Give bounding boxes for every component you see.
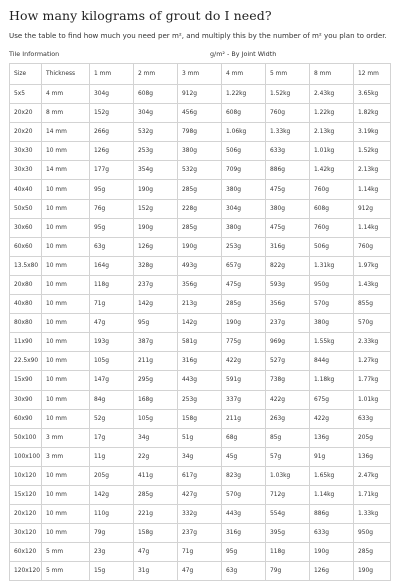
grout-table: [9, 63, 391, 581]
grout-amount-cell: 57g: [266, 447, 310, 466]
grout-amount-cell: 475g: [222, 275, 266, 294]
grout-amount-cell: 152g: [134, 199, 178, 218]
grout-amount-cell: 316g: [222, 524, 266, 543]
table-row: [10, 390, 391, 409]
grout-amount-cell: 2.33kg: [354, 333, 391, 352]
tile-size-cell: 10x120: [10, 466, 42, 485]
tile-size-cell: 22.5x90: [10, 352, 42, 371]
grout-amount-cell: 738g: [266, 371, 310, 390]
tile-size-cell: 80x80: [10, 314, 42, 333]
grout-amount-cell: 532g: [134, 123, 178, 142]
tile-size-cell: 11x90: [10, 333, 42, 352]
grout-amount-cell: 633g: [266, 142, 310, 161]
grout-amount-cell: 1.01kg: [354, 390, 391, 409]
grout-amount-cell: 1.65kg: [310, 466, 354, 485]
table-row: [10, 466, 391, 485]
column-header: 5 mm: [266, 64, 310, 85]
grout-amount-cell: 380g: [222, 180, 266, 199]
grout-amount-cell: 47g: [178, 562, 222, 581]
grout-amount-cell: 456g: [178, 104, 222, 123]
grout-amount-cell: 95g: [90, 180, 134, 199]
grout-amount-cell: 47g: [90, 314, 134, 333]
table-row: [10, 237, 391, 256]
grout-amount-cell: 85g: [266, 428, 310, 447]
grout-amount-cell: 15g: [90, 562, 134, 581]
grout-amount-cell: 211g: [222, 409, 266, 428]
grout-amount-cell: 285g: [178, 180, 222, 199]
grout-amount-cell: 886g: [310, 505, 354, 524]
grout-amount-cell: 118g: [90, 275, 134, 294]
grout-amount-cell: 118g: [266, 543, 310, 562]
grout-amount-cell: 328g: [134, 256, 178, 275]
grout-amount-cell: 304g: [134, 104, 178, 123]
grout-amount-cell: 47g: [134, 543, 178, 562]
grout-amount-cell: 1.55kg: [310, 333, 354, 352]
grout-amount-cell: 775g: [222, 333, 266, 352]
grout-amount-cell: 142g: [90, 485, 134, 504]
grout-amount-cell: 380g: [266, 199, 310, 218]
grout-amount-cell: 712g: [266, 485, 310, 504]
grout-amount-cell: 190g: [134, 218, 178, 237]
table-row: [10, 562, 391, 581]
grout-amount-cell: 554g: [266, 505, 310, 524]
grout-table-body: [10, 64, 391, 581]
table-row: [10, 199, 391, 218]
grout-amount-cell: 443g: [222, 505, 266, 524]
tile-thickness-cell: 3 mm: [42, 447, 90, 466]
grout-amount-cell: 581g: [178, 333, 222, 352]
grout-amount-cell: 1.52kg: [266, 85, 310, 104]
grout-amount-cell: 95g: [134, 314, 178, 333]
grout-amount-cell: 177g: [90, 161, 134, 180]
grout-amount-cell: 1.52kg: [354, 142, 391, 161]
grout-amount-cell: 950g: [354, 524, 391, 543]
tile-thickness-cell: 10 mm: [42, 409, 90, 428]
grout-amount-cell: 316g: [266, 237, 310, 256]
grout-amount-cell: 168g: [134, 390, 178, 409]
units-label: g/m² - By Joint Width: [210, 50, 277, 58]
table-row: [10, 295, 391, 314]
grout-amount-cell: 2.43kg: [310, 85, 354, 104]
tile-size-cell: 120x120: [10, 562, 42, 581]
section-label: Tile Information: [9, 50, 60, 58]
column-header: 12 mm: [354, 64, 391, 85]
tile-thickness-cell: 5 mm: [42, 543, 90, 562]
grout-amount-cell: 142g: [134, 295, 178, 314]
grout-amount-cell: 422g: [266, 390, 310, 409]
tile-size-cell: 20x80: [10, 275, 42, 294]
grout-amount-cell: 71g: [90, 295, 134, 314]
grout-amount-cell: 422g: [310, 409, 354, 428]
grout-amount-cell: 493g: [178, 256, 222, 275]
tile-size-cell: 5x5: [10, 85, 42, 104]
grout-amount-cell: 304g: [222, 199, 266, 218]
grout-amount-cell: 105g: [90, 352, 134, 371]
grout-amount-cell: 1.14kg: [354, 180, 391, 199]
grout-amount-cell: 675g: [310, 390, 354, 409]
table-row: [10, 505, 391, 524]
tile-size-cell: 60x90: [10, 409, 42, 428]
grout-amount-cell: 105g: [134, 409, 178, 428]
table-row: [10, 161, 391, 180]
grout-amount-cell: 285g: [222, 295, 266, 314]
grout-amount-cell: 1.18kg: [310, 371, 354, 390]
grout-amount-cell: 608g: [222, 104, 266, 123]
grout-amount-cell: 79g: [90, 524, 134, 543]
tile-thickness-cell: 10 mm: [42, 256, 90, 275]
grout-amount-cell: 527g: [266, 352, 310, 371]
grout-amount-cell: 950g: [310, 275, 354, 294]
tile-size-cell: 50x100: [10, 428, 42, 447]
tile-size-cell: 60x120: [10, 543, 42, 562]
grout-amount-cell: 253g: [134, 142, 178, 161]
grout-amount-cell: 158g: [178, 409, 222, 428]
grout-amount-cell: 886g: [266, 161, 310, 180]
grout-amount-cell: 285g: [354, 543, 391, 562]
grout-amount-cell: 1.27kg: [354, 352, 391, 371]
column-header: 3 mm: [178, 64, 222, 85]
tile-thickness-cell: 10 mm: [42, 142, 90, 161]
grout-amount-cell: 221g: [134, 505, 178, 524]
tile-size-cell: 30x60: [10, 218, 42, 237]
grout-amount-cell: 1.97kg: [354, 256, 391, 275]
tile-thickness-cell: 5 mm: [42, 562, 90, 581]
grout-amount-cell: 709g: [222, 161, 266, 180]
grout-amount-cell: 34g: [178, 447, 222, 466]
grout-amount-cell: 68g: [222, 428, 266, 447]
grout-amount-cell: 95g: [222, 543, 266, 562]
tile-thickness-cell: 10 mm: [42, 466, 90, 485]
grout-amount-cell: 443g: [178, 371, 222, 390]
grout-amount-cell: 337g: [222, 390, 266, 409]
grout-amount-cell: 52g: [90, 409, 134, 428]
grout-amount-cell: 1.01kg: [310, 142, 354, 161]
tile-thickness-cell: 10 mm: [42, 505, 90, 524]
grout-amount-cell: 760g: [310, 180, 354, 199]
grout-amount-cell: 95g: [90, 218, 134, 237]
tile-thickness-cell: 10 mm: [42, 218, 90, 237]
table-row: [10, 123, 391, 142]
grout-amount-cell: 823g: [222, 466, 266, 485]
column-header: 2 mm: [134, 64, 178, 85]
tile-thickness-cell: 10 mm: [42, 237, 90, 256]
grout-amount-cell: 263g: [266, 409, 310, 428]
grout-amount-cell: 395g: [266, 524, 310, 543]
tile-size-cell: 40x40: [10, 180, 42, 199]
grout-amount-cell: 190g: [222, 314, 266, 333]
grout-amount-cell: 84g: [90, 390, 134, 409]
grout-amount-cell: 617g: [178, 466, 222, 485]
tile-thickness-cell: 10 mm: [42, 314, 90, 333]
grout-amount-cell: 71g: [178, 543, 222, 562]
grout-amount-cell: 1.03kg: [266, 466, 310, 485]
grout-amount-cell: 253g: [222, 237, 266, 256]
grout-amount-cell: 304g: [90, 85, 134, 104]
grout-amount-cell: 3.19kg: [354, 123, 391, 142]
tile-thickness-cell: 10 mm: [42, 390, 90, 409]
table-row: [10, 256, 391, 275]
grout-amount-cell: 316g: [178, 352, 222, 371]
grout-amount-cell: 760g: [310, 218, 354, 237]
grout-amount-cell: 1.42kg: [310, 161, 354, 180]
grout-amount-cell: 126g: [310, 562, 354, 581]
grout-amount-cell: 126g: [134, 237, 178, 256]
grout-amount-cell: 633g: [354, 409, 391, 428]
grout-amount-cell: 506g: [310, 237, 354, 256]
grout-amount-cell: 213g: [178, 295, 222, 314]
grout-amount-cell: 506g: [222, 142, 266, 161]
grout-amount-cell: 1.14kg: [310, 485, 354, 504]
grout-amount-cell: 380g: [178, 142, 222, 161]
grout-amount-cell: 822g: [266, 256, 310, 275]
grout-amount-cell: 760g: [354, 237, 391, 256]
grout-amount-cell: 136g: [310, 428, 354, 447]
grout-amount-cell: 63g: [222, 562, 266, 581]
table-header-row: [10, 64, 391, 85]
grout-amount-cell: 158g: [134, 524, 178, 543]
grout-amount-cell: 591g: [222, 371, 266, 390]
grout-amount-cell: 570g: [354, 314, 391, 333]
grout-amount-cell: 1.22kg: [222, 85, 266, 104]
grout-amount-cell: 152g: [90, 104, 134, 123]
grout-amount-cell: 570g: [222, 485, 266, 504]
table-row: [10, 428, 391, 447]
grout-amount-cell: 136g: [354, 447, 391, 466]
grout-amount-cell: 17g: [90, 428, 134, 447]
grout-amount-cell: 2.13kg: [354, 161, 391, 180]
tile-thickness-cell: 4 mm: [42, 85, 90, 104]
tile-size-cell: 15x120: [10, 485, 42, 504]
table-row: [10, 275, 391, 294]
grout-amount-cell: 608g: [310, 199, 354, 218]
grout-amount-cell: 570g: [310, 295, 354, 314]
intro-text: Use the table to find how much you need per m², and multiply this by the number of m² you plan to order.: [9, 31, 387, 40]
grout-amount-cell: 45g: [222, 447, 266, 466]
grout-amount-cell: 969g: [266, 333, 310, 352]
grout-amount-cell: 1.31kg: [310, 256, 354, 275]
grout-amount-cell: 1.14kg: [354, 218, 391, 237]
tile-thickness-cell: 3 mm: [42, 428, 90, 447]
grout-amount-cell: 1.82kg: [354, 104, 391, 123]
grout-amount-cell: 237g: [266, 314, 310, 333]
grout-amount-cell: 190g: [354, 562, 391, 581]
tile-thickness-cell: 14 mm: [42, 161, 90, 180]
grout-amount-cell: 657g: [222, 256, 266, 275]
tile-thickness-cell: 10 mm: [42, 352, 90, 371]
grout-amount-cell: 285g: [134, 485, 178, 504]
grout-amount-cell: 332g: [178, 505, 222, 524]
tile-thickness-cell: 10 mm: [42, 333, 90, 352]
grout-amount-cell: 266g: [90, 123, 134, 142]
grout-amount-cell: 237g: [178, 524, 222, 543]
grout-amount-cell: 110g: [90, 505, 134, 524]
grout-amount-cell: 427g: [178, 485, 222, 504]
grout-amount-cell: 1.33kg: [266, 123, 310, 142]
column-header: Thickness: [42, 64, 90, 85]
tile-size-cell: 20x20: [10, 123, 42, 142]
grout-amount-cell: 126g: [90, 142, 134, 161]
column-header: 4 mm: [222, 64, 266, 85]
grout-amount-cell: 91g: [310, 447, 354, 466]
grout-amount-cell: 190g: [310, 543, 354, 562]
grout-amount-cell: 608g: [134, 85, 178, 104]
tile-thickness-cell: 10 mm: [42, 275, 90, 294]
grout-amount-cell: 51g: [178, 428, 222, 447]
tile-size-cell: 13.5x80: [10, 256, 42, 275]
grout-amount-cell: 844g: [310, 352, 354, 371]
tile-size-cell: 100x100: [10, 447, 42, 466]
tile-size-cell: 30x30: [10, 161, 42, 180]
tile-size-cell: 30x120: [10, 524, 42, 543]
grout-amount-cell: 356g: [178, 275, 222, 294]
table-row: [10, 409, 391, 428]
grout-amount-cell: 34g: [134, 428, 178, 447]
table-row: [10, 314, 391, 333]
grout-amount-cell: 2.13kg: [310, 123, 354, 142]
page-title: How many kilograms of grout do I need?: [9, 8, 272, 23]
tile-thickness-cell: 14 mm: [42, 123, 90, 142]
grout-amount-cell: 380g: [310, 314, 354, 333]
grout-amount-cell: 228g: [178, 199, 222, 218]
tile-thickness-cell: 10 mm: [42, 295, 90, 314]
grout-amount-cell: 164g: [90, 256, 134, 275]
grout-amount-cell: 147g: [90, 371, 134, 390]
grout-amount-cell: 2.47kg: [354, 466, 391, 485]
grout-amount-cell: 475g: [266, 180, 310, 199]
grout-amount-cell: 22g: [134, 447, 178, 466]
table-row: [10, 543, 391, 562]
grout-amount-cell: 79g: [266, 562, 310, 581]
grout-amount-cell: 190g: [178, 237, 222, 256]
table-row: [10, 180, 391, 199]
grout-amount-cell: 1.06kg: [222, 123, 266, 142]
table-row: [10, 333, 391, 352]
grout-amount-cell: 912g: [354, 199, 391, 218]
tile-size-cell: 20x120: [10, 505, 42, 524]
grout-amount-cell: 1.33kg: [354, 505, 391, 524]
grout-amount-cell: 142g: [178, 314, 222, 333]
tile-thickness-cell: 10 mm: [42, 524, 90, 543]
grout-amount-cell: 190g: [134, 180, 178, 199]
grout-amount-cell: 356g: [266, 295, 310, 314]
tile-thickness-cell: 10 mm: [42, 371, 90, 390]
tile-size-cell: 30x30: [10, 142, 42, 161]
grout-amount-cell: 31g: [134, 562, 178, 581]
table-row: [10, 524, 391, 543]
grout-amount-cell: 1.22kg: [310, 104, 354, 123]
grout-amount-cell: 63g: [90, 237, 134, 256]
tile-size-cell: 30x90: [10, 390, 42, 409]
grout-amount-cell: 237g: [134, 275, 178, 294]
grout-amount-cell: 760g: [266, 104, 310, 123]
grout-amount-cell: 422g: [222, 352, 266, 371]
grout-amount-cell: 593g: [266, 275, 310, 294]
table-row: [10, 104, 391, 123]
table-row: [10, 142, 391, 161]
grout-amount-cell: 912g: [178, 85, 222, 104]
grout-amount-cell: 354g: [134, 161, 178, 180]
grout-amount-cell: 475g: [266, 218, 310, 237]
grout-amount-cell: 211g: [134, 352, 178, 371]
table-row: [10, 447, 391, 466]
grout-amount-cell: 205g: [90, 466, 134, 485]
tile-size-cell: 20x20: [10, 104, 42, 123]
grout-amount-cell: 855g: [354, 295, 391, 314]
tile-size-cell: 40x80: [10, 295, 42, 314]
tile-thickness-cell: 10 mm: [42, 180, 90, 199]
grout-amount-cell: 11g: [90, 447, 134, 466]
grout-amount-cell: 798g: [178, 123, 222, 142]
table-row: [10, 485, 391, 504]
tile-thickness-cell: 10 mm: [42, 199, 90, 218]
column-header: Size: [10, 64, 42, 85]
grout-amount-cell: 193g: [90, 333, 134, 352]
table-row: [10, 218, 391, 237]
tile-size-cell: 50x50: [10, 199, 42, 218]
grout-amount-cell: 633g: [310, 524, 354, 543]
grout-amount-cell: 253g: [178, 390, 222, 409]
tile-thickness-cell: 10 mm: [42, 485, 90, 504]
tile-thickness-cell: 8 mm: [42, 104, 90, 123]
column-header: 8 mm: [310, 64, 354, 85]
grout-amount-cell: 532g: [178, 161, 222, 180]
grout-amount-cell: 411g: [134, 466, 178, 485]
grout-amount-cell: 285g: [178, 218, 222, 237]
table-row: [10, 371, 391, 390]
tile-size-cell: 60x60: [10, 237, 42, 256]
grout-amount-cell: 23g: [90, 543, 134, 562]
grout-amount-cell: 3.65kg: [354, 85, 391, 104]
table-row: [10, 352, 391, 371]
table-row: [10, 85, 391, 104]
grout-amount-cell: 76g: [90, 199, 134, 218]
grout-amount-cell: 205g: [354, 428, 391, 447]
tile-size-cell: 15x90: [10, 371, 42, 390]
column-header: 1 mm: [90, 64, 134, 85]
grout-amount-cell: 1.43kg: [354, 275, 391, 294]
grout-amount-cell: 295g: [134, 371, 178, 390]
grout-amount-cell: 380g: [222, 218, 266, 237]
grout-amount-cell: 1.71kg: [354, 485, 391, 504]
grout-amount-cell: 387g: [134, 333, 178, 352]
grout-amount-cell: 1.77kg: [354, 371, 391, 390]
